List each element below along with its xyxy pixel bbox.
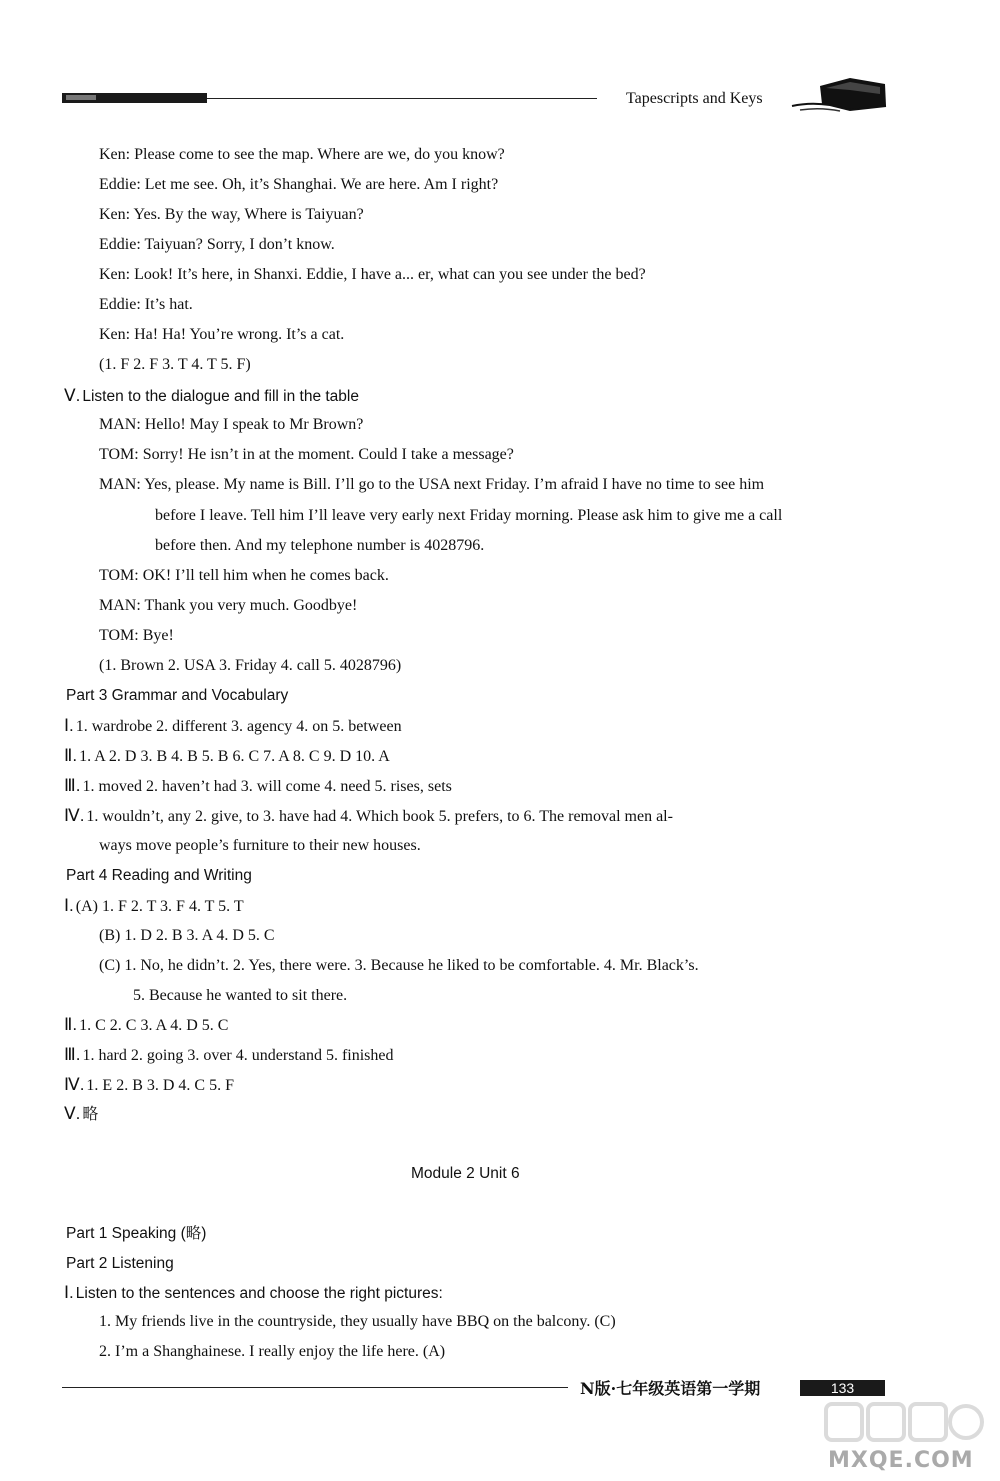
line-text: (C) 1. No, he didn’t. 2. Yes, there were. 3. Because he liked to be comfortable. 4. Mr. Black’s. — [99, 957, 699, 974]
line-text: 1. My friends live in the countryside, they usually have BBQ on the balcony. (C) — [99, 1313, 616, 1330]
text-line — [99, 415, 363, 435]
line-text: Eddie: It’s hat. — [99, 296, 193, 313]
answer-line — [64, 806, 673, 827]
line-text: Ken: Yes. By the way, Where is Taiyuan? — [99, 206, 364, 223]
text-line — [99, 175, 498, 195]
text-line — [155, 506, 782, 526]
book-icon — [790, 74, 890, 116]
line-text: Listen to the sentences and choose the right pictures: — [75, 1285, 443, 1302]
line-text: 1. wouldn’t, any 2. give, to 3. have had 4. Which book 5. prefers, to 6. The removal men al- — [86, 808, 673, 825]
text-line — [99, 956, 699, 976]
line-text: 2. I’m a Shanghainese. I really enjoy the life here. (A) — [99, 1343, 446, 1360]
answer-line — [64, 746, 390, 767]
item-numeral: Ⅰ. — [64, 1283, 74, 1302]
item-numeral: Ⅱ. — [64, 746, 78, 765]
item-numeral: Ⅳ. — [64, 1075, 85, 1094]
line-text: (1. F 2. F 3. T 4. T 5. F) — [99, 356, 251, 373]
text-line — [99, 355, 251, 375]
answer-line — [64, 716, 402, 737]
item-numeral: Ⅲ. — [64, 776, 81, 795]
line-text: before I leave. Tell him I’ll leave very early next Friday morning. Please ask him to give me a call — [155, 507, 783, 524]
line-text: (A) 1. F 2. T 3. F 4. T 5. T — [75, 898, 244, 915]
text-line — [99, 926, 275, 946]
section-heading — [66, 686, 288, 706]
header-bar-highlight — [66, 95, 96, 100]
text-line — [99, 295, 193, 315]
line-text: TOM: OK! I’ll tell him when he comes back. — [99, 567, 389, 584]
answer-line — [64, 896, 244, 917]
item-numeral: Ⅲ. — [64, 1045, 81, 1064]
item-numeral: Ⅳ. — [64, 806, 85, 825]
line-text: 1. A 2. D 3. B 4. B 5. B 6. C 7. A 8. C 9. D 10. A — [79, 748, 390, 765]
answer-line — [64, 1104, 98, 1125]
line-text: 1. moved 2. haven’t had 3. will come 4. need 5. rises, sets — [82, 778, 452, 795]
line-text: Module 2 Unit 6 — [411, 1165, 520, 1182]
text-line — [133, 986, 347, 1006]
answer-line — [64, 776, 452, 797]
item-numeral: Ⅰ. — [64, 896, 74, 915]
header-rule — [207, 98, 597, 99]
text-line — [99, 235, 335, 255]
line-text: Eddie: Let me see. Oh, it’s Shanghai. We are here. Am I right? — [99, 176, 499, 193]
text-line — [99, 205, 364, 225]
text-line — [99, 475, 764, 495]
line-text: 1. hard 2. going 3. over 4. understand 5. finished — [82, 1047, 394, 1064]
text-line — [99, 656, 401, 676]
line-text: Ken: Please come to see the map. Where are we, do you know? — [99, 146, 505, 163]
footer-book-title: N版·七年级英语第一学期 — [580, 1379, 761, 1398]
answer-line — [64, 1015, 228, 1036]
item-numeral: Ⅴ. — [64, 386, 81, 405]
text-line — [99, 1312, 616, 1332]
line-text: TOM: Bye! — [99, 627, 174, 644]
text-line — [99, 596, 357, 616]
line-text: Part 4 Reading and Writing — [66, 867, 252, 884]
text-line — [99, 145, 505, 165]
item-numeral: Ⅰ. — [64, 716, 74, 735]
item-numeral: Ⅴ. — [64, 1104, 81, 1123]
line-text: 略 — [82, 1106, 99, 1123]
line-text: Listen to the dialogue and fill in the table — [82, 388, 359, 405]
line-text: 1. E 2. B 3. D 4. C 5. F — [86, 1077, 234, 1094]
text-line — [99, 325, 344, 345]
line-text: Part 1 Speaking (略) — [66, 1225, 207, 1242]
line-text: before then. And my telephone number is 4028796. — [155, 537, 485, 554]
line-text: Ken: Ha! Ha! You’re wrong. It’s a cat. — [99, 326, 345, 343]
answer-line — [64, 386, 359, 407]
line-text: Ken: Look! It’s here, in Shanxi. Eddie, I have a... er, what can you see under the bed? — [99, 266, 646, 283]
page-number: 133 — [800, 1380, 885, 1396]
section-heading — [66, 1224, 206, 1244]
section-heading — [66, 1254, 174, 1274]
answer-line — [64, 1283, 443, 1304]
line-text: Part 2 Listening — [66, 1255, 174, 1272]
line-text: 1. wardrobe 2. different 3. agency 4. on 5. between — [75, 718, 402, 735]
section-heading — [411, 1164, 520, 1184]
footer-rule — [62, 1387, 568, 1388]
text-line — [99, 1342, 445, 1362]
section-heading — [66, 866, 252, 886]
answer-line — [64, 1075, 234, 1096]
text-line — [99, 836, 421, 856]
line-text: MAN: Thank you very much. Goodbye! — [99, 597, 358, 614]
text-line — [99, 445, 514, 465]
line-text: TOM: Sorry! He isn’t in at the moment. Could I take a message? — [99, 446, 514, 463]
line-text: 5. Because he wanted to sit there. — [133, 987, 348, 1004]
line-text: (B) 1. D 2. B 3. A 4. D 5. C — [99, 927, 275, 944]
text-line — [99, 626, 174, 646]
answer-line — [64, 1045, 394, 1066]
line-text: ways move people’s furniture to their new houses. — [99, 837, 421, 854]
line-text: Eddie: Taiyuan? Sorry, I don’t know. — [99, 236, 335, 253]
line-text: MAN: Yes, please. My name is Bill. I’ll go to the USA next Friday. I’m afraid I have no time to see him — [99, 476, 765, 493]
line-text: 1. C 2. C 3. A 4. D 5. C — [79, 1017, 229, 1034]
running-header-title: Tapescripts and Keys — [626, 90, 763, 107]
text-line — [155, 536, 484, 556]
text-line — [99, 566, 389, 586]
item-numeral: Ⅱ. — [64, 1015, 78, 1034]
line-text: (1. Brown 2. USA 3. Friday 4. call 5. 4028796) — [99, 657, 402, 674]
text-line — [99, 265, 646, 285]
watermark-text: MXQE.COM — [828, 1448, 974, 1473]
line-text: MAN: Hello! May I speak to Mr Brown? — [99, 416, 364, 433]
line-text: Part 3 Grammar and Vocabulary — [66, 687, 289, 704]
